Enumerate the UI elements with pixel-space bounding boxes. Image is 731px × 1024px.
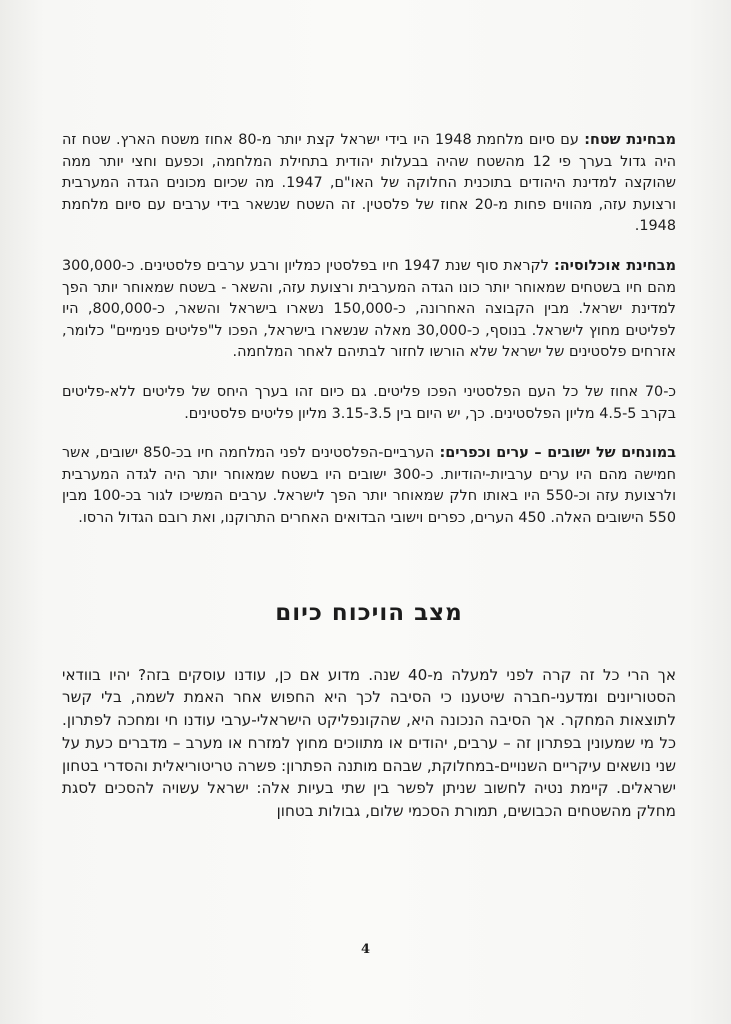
paragraph-text: הערביים-הפלסטינים לפני המלחמה חיו בכ-850 ישובים, אשר חמישה מהם היו ערים ערביות-יהודיות. כ-300 ישובים היו בשטח שמאוחר יותר היה לגדה המערבית ולרצועת עזה וכ-550 היו באותו חלק שמאוחר יותר הפך לישראל. ערבים המשיכו לגור בכ-100 מבין 550 הישובים האלה. 450 הערים, כפרים וישובי הבדואים האחרים התרוקנו, ואת רובם הגדול הרסו. [62, 445, 676, 526]
paragraph-refugees [62, 382, 676, 425]
paragraph-lead: מבחינת שטח: [584, 132, 676, 148]
paragraph-debate: אך הרי כל זה קרה לפני למעלה מ-40 שנה. מדוע אם כן, עודנו עוסקים בזה? יהיו בוודאי הסטוריונים ומדעני-חברה שיטענו כי הסיבה לכך היא החפוש אחר האמת לשמה, בלי קשר לתוצאות המחקר. אך הסיבה הנכונה היא, שהקונפליקט הישראלי-ערבי עודנו חי ומחכה לפתרון. כל מי שמעונין בפתרון זה – ערבים, יהודים או מתווכים מחוץ למזרח או מערב – מדברים כעת על שני נושאים עיקריים השנויים-במחלוקת, שבהם מותנה הפתרון: פשרה טריטוריאלית והסדרי בטחון ישראלים. קיימת נטיה לחשוב שניתן לפשר בין שתי בעיות אלה: ישראל עשויה להסכים לסגת מחלק מהשטחים הכבושים, תמורת הסכמי שלום, גבולות בטחון [62, 665, 676, 821]
paragraph-text: לקראת סוף שנת 1947 חיו בפלסטין כמליון ורבע ערבים פלסטינים. כ-300,000 מהם חיו בשטחים שמאוחר יותר כונו הגדה המערבית ורצועת עזה, והשאר - בשטח שמאוחר יותר הפך למדינת ישראל. מבין הקבוצה האחרונה, כ-150,000 נשארו בישראל והשאר, כ-800,000, היו לפליטים מחוץ לישראל. בנוסף, כ-30,000 מאלה שנשארו בישראל, הפכו ל"פליטים פנימיים" כלומר, אזרחים פלסטינים של ישראל שלא הורשו לחזור לבתיהם לאחר המלחמה. [62, 257, 676, 361]
section-heading: מצב הויכוח כיום [275, 599, 463, 626]
page-number: 4 [360, 942, 371, 957]
paragraph-territory [62, 130, 676, 238]
section-body [62, 664, 676, 824]
paragraph-text: כ-70 אחוז של כל העם הפלסטיני הפכו פליטים. גם כיום זהו בערך היחס של פליטים ללא-פליטים בקרב 4.5-5 מליון הפלסטינים. כך, יש היום בין 3.15-3.5 מליון פליטים פלסטינים. [62, 383, 676, 422]
page-content [62, 130, 676, 841]
paragraph-settlements [62, 443, 676, 529]
paragraph-population [62, 256, 676, 364]
paragraph-text: עם סיום מלחמת 1948 היו בידי ישראל קצת יותר מ-80 אחוז משטח הארץ. שטח זה היה גדול בערך פי 12 מהשטח שהיה בבעלות יהודית בתחילת המלחמה, וכפעם וחצי יותר ממה שהוקצה למדינת היהודים בתוכנית החלוקה של האו"ם, 1947. מה שכיום מכונים הגדה המערבית ורצועת עזה, מהווים פחות מ-20 אחוז של פלסטין. זה השטח שנשאר בידי ערבים עם סיום מלחמת 1948. [62, 132, 677, 235]
paragraph-lead: במונחים של ישובים – ערים וכפרים: [439, 445, 676, 462]
paragraph-lead: מבחינת אוכלוסיה: [553, 257, 676, 274]
